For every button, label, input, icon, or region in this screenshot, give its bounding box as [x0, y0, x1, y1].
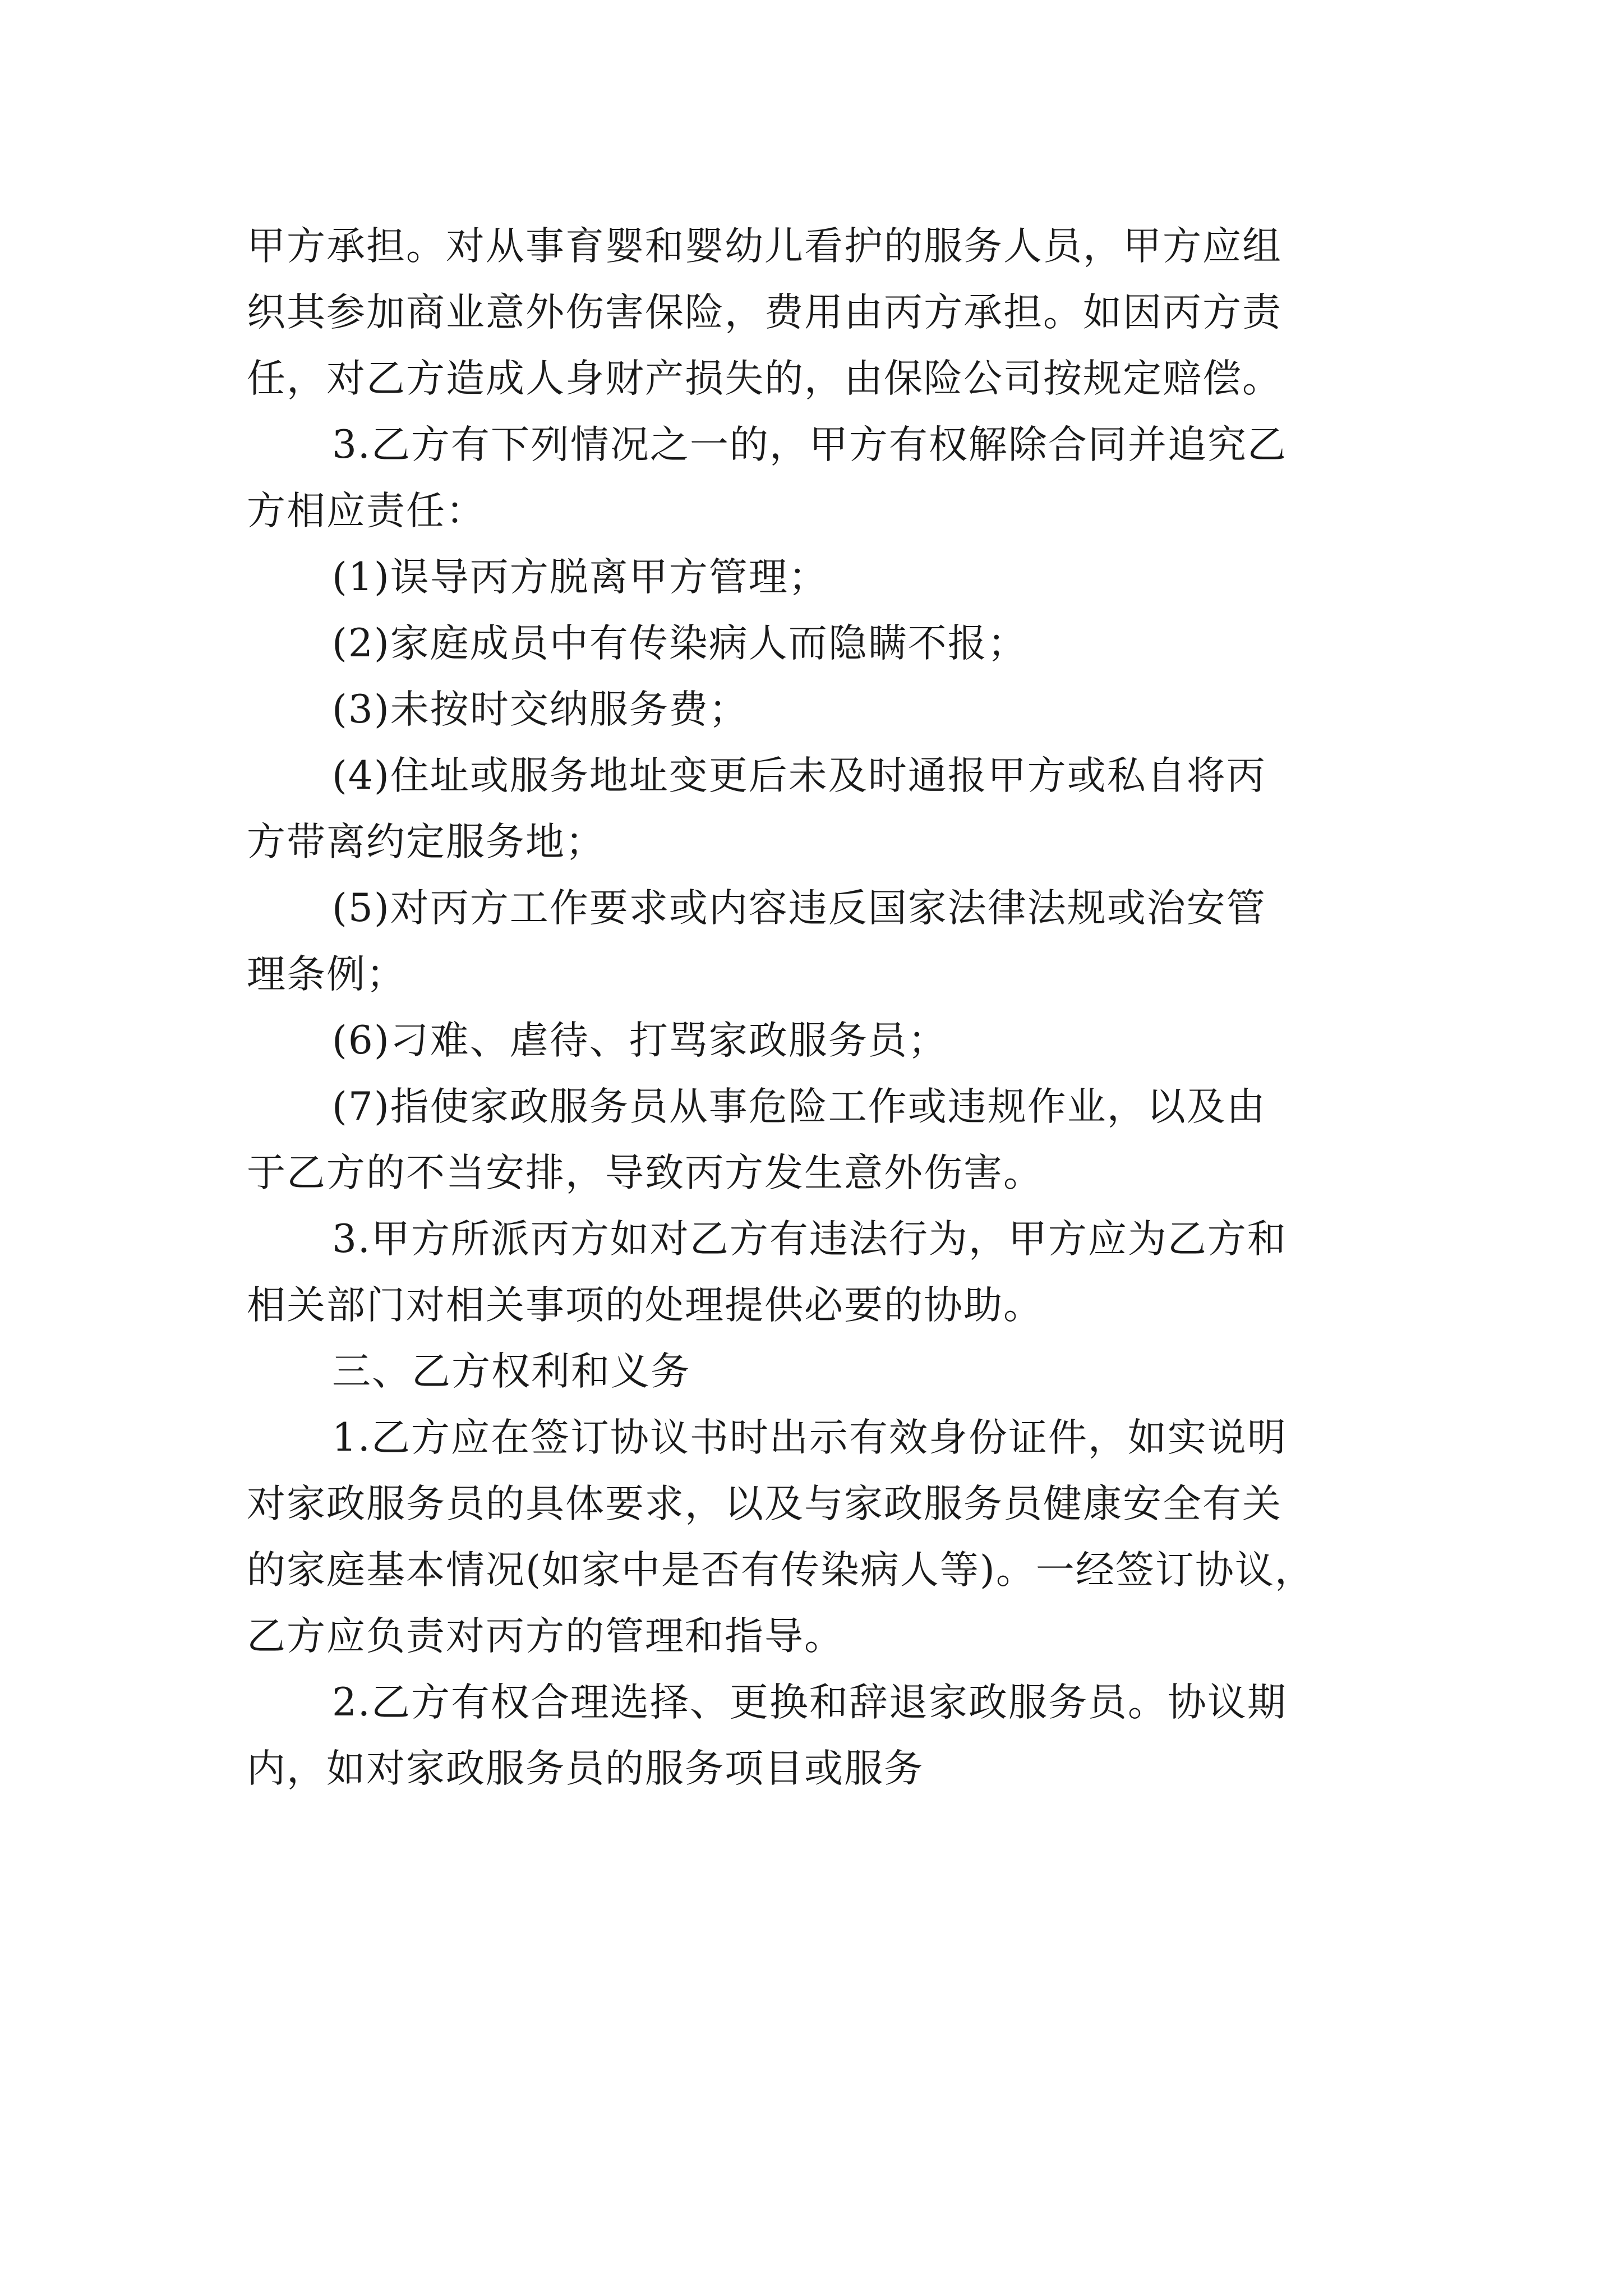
text-line: (4)住址或服务地址变更后未及时通报甲方或私自将丙: [332, 753, 1266, 798]
text-line: (7)指使家政服务员从事危险工作或违规作业，以及由: [332, 1084, 1266, 1129]
text-line: 的家庭基本情况(如家中是否有传染病人等)。一经签订协议，: [247, 1548, 1315, 1593]
text-line: (5)对丙方工作要求或内容违反国家法律法规或治安管: [332, 886, 1266, 931]
text-line: 理条例；: [247, 952, 406, 997]
text-line: 乙方应负责对丙方的管理和指导。: [247, 1614, 844, 1659]
text-line: 3.甲方所派丙方如对乙方有违法行为，甲方应为乙方和: [332, 1217, 1287, 1262]
text-line: (1)误导丙方脱离甲方管理；: [332, 555, 828, 600]
text-line: (3)未按时交纳服务费；: [332, 687, 749, 732]
text-line: 甲方承担。对从事育婴和婴幼儿看护的服务人员，甲方应组: [247, 224, 1282, 269]
document-body: [247, 213, 1380, 1802]
text-line: 方相应责任：: [247, 489, 486, 533]
text-line: (2)家庭成员中有传染病人而隐瞒不报；: [332, 621, 1027, 666]
text-line: 任，对乙方造成人身财产损失的，由保险公司按规定赔偿。: [247, 356, 1282, 401]
text-line: (6)刁难、虐待、打骂家政服务员；: [332, 1018, 948, 1063]
text-line: 3.乙方有下列情况之一的，甲方有权解除合同并追究乙: [332, 422, 1287, 467]
text-line: 方带离约定服务地；: [247, 820, 605, 864]
section-heading: 三、乙方权利和义务: [332, 1349, 690, 1394]
text-line: 于乙方的不当安排，导致丙方发生意外伤害。: [247, 1151, 1043, 1195]
text-line: 对家政服务员的具体要求，以及与家政服务员健康安全有关: [247, 1481, 1282, 1526]
text-line: 织其参加商业意外伤害保险，费用由丙方承担。如因丙方责: [247, 290, 1282, 335]
text-line: 相关部门对相关事项的处理提供必要的协助。: [247, 1283, 1043, 1328]
text-line: 内，如对家政服务员的服务项目或服务: [247, 1746, 924, 1791]
text-line: 2.乙方有权合理选择、更换和辞退家政服务员。协议期: [332, 1680, 1287, 1725]
text-line: 1.乙方应在签订协议书时出示有效身份证件，如实说明: [332, 1415, 1287, 1460]
